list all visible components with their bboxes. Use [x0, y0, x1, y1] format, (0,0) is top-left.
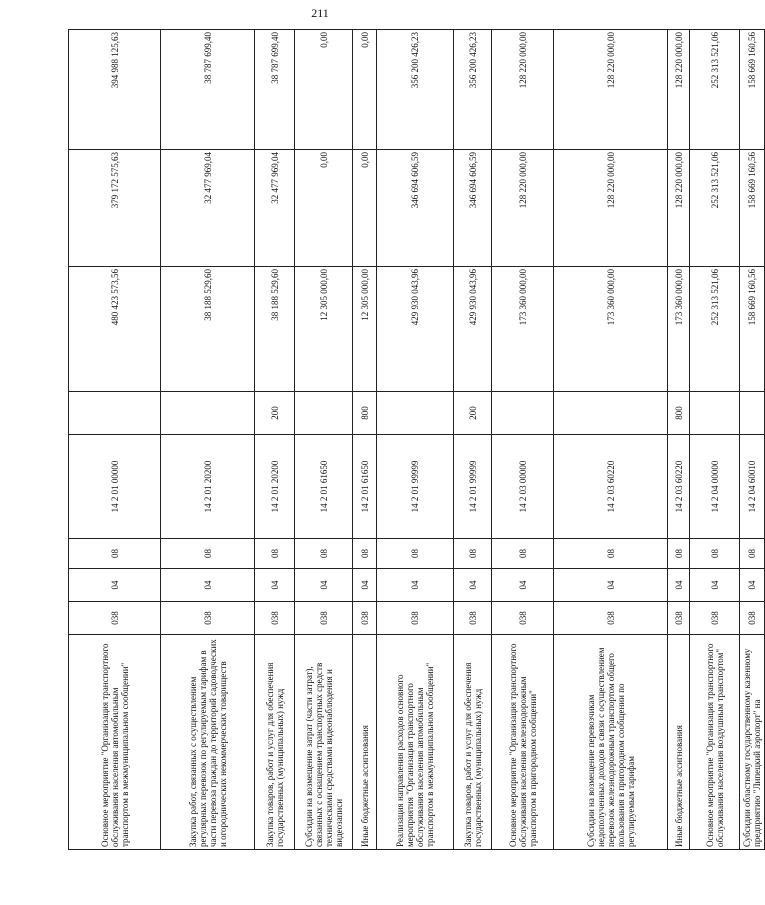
amount-year3-cell: 128 220 000,00: [492, 30, 554, 150]
ministry-code-cell: 038: [69, 602, 161, 635]
target-article-cell: 14 2 01 99999: [377, 435, 454, 539]
table-row: [740, 30, 765, 850]
row-name-cell: Закупка товаров, работ и услуг для обеспечения государственных (муниципальных) нужд: [454, 635, 492, 850]
ministry-code-cell: 038: [377, 602, 454, 635]
amount-year3-cell: 38 787 699,40: [255, 30, 295, 150]
amount-year3-cell: 128 220 000,00: [668, 30, 690, 150]
row-name-cell: Иные бюджетные ассигнования: [353, 635, 377, 850]
amount-year2-cell: 128 220 000,00: [668, 150, 690, 267]
target-article-cell: 14 2 04 60010: [740, 435, 765, 539]
section-code-cell: 04: [353, 569, 377, 602]
subsection-code-cell: 08: [554, 539, 668, 569]
table-row: [454, 30, 492, 850]
amount-year2-cell: 128 220 000,00: [492, 150, 554, 267]
ministry-code-cell: 038: [295, 602, 353, 635]
target-article-cell: 14 2 03 00000: [492, 435, 554, 539]
section-code-cell: 04: [69, 569, 161, 602]
subsection-code-cell: 08: [295, 539, 353, 569]
row-name-cell: Субсидии на возмещение затрат (части затрат), связанных с оснащением транспортных средств техническими средствами видеонаблюдения и видеозаписи: [295, 635, 353, 850]
ministry-code-cell: 038: [668, 602, 690, 635]
subsection-code-cell: 08: [492, 539, 554, 569]
amount-year1-cell: 12 305 000,00: [295, 267, 353, 392]
amount-year2-cell: 252 313 521,06: [690, 150, 740, 267]
ministry-code-cell: 038: [161, 602, 255, 635]
target-article-cell: 14 2 03 60220: [668, 435, 690, 539]
row-name-cell: Закупка товаров, работ и услуг для обеспечения государственных (муниципальных) нужд: [255, 635, 295, 850]
table-row: [690, 30, 740, 850]
expense-type-cell: [377, 392, 454, 435]
amount-year1-cell: 173 360 000,00: [668, 267, 690, 392]
amount-year3-cell: 356 200 426,23: [454, 30, 492, 150]
subsection-code-cell: 08: [353, 539, 377, 569]
budget-table-rotated: [68, 30, 762, 850]
section-code-cell: 04: [492, 569, 554, 602]
table-row: [255, 30, 295, 850]
ministry-code-cell: 038: [740, 602, 765, 635]
expense-type-cell: [69, 392, 161, 435]
amount-year2-cell: 0,00: [353, 150, 377, 267]
amount-year2-cell: 158 669 160,56: [740, 150, 765, 267]
expense-type-cell: 800: [353, 392, 377, 435]
amount-year1-cell: 158 669 160,56: [740, 267, 765, 392]
row-name-cell: Субсидии на возмещение перевозчикам недополученных доходов в связи с осуществлением перевозок железнодорожным транспортом общего пользования в пригородном сообщении по регулируемым тарифам: [554, 635, 668, 850]
amount-year3-cell: 252 313 521,06: [690, 30, 740, 150]
section-code-cell: 04: [255, 569, 295, 602]
target-article-cell: 14 2 01 61650: [353, 435, 377, 539]
amount-year2-cell: 32 477 969,04: [161, 150, 255, 267]
amount-year2-cell: 0,00: [295, 150, 353, 267]
row-name-cell: Субсидии областному государственному казенному предприятию "Липецкий аэропорт" на: [740, 635, 765, 850]
section-code-cell: 04: [668, 569, 690, 602]
amount-year2-cell: 346 694 606,59: [377, 150, 454, 267]
amount-year3-cell: 128 220 000,00: [554, 30, 668, 150]
section-code-cell: 04: [554, 569, 668, 602]
expense-type-cell: 200: [255, 392, 295, 435]
budget-table: [68, 29, 765, 850]
section-code-cell: 04: [377, 569, 454, 602]
ministry-code-cell: 038: [353, 602, 377, 635]
amount-year1-cell: 429 930 043,96: [377, 267, 454, 392]
amount-year1-cell: 252 313 521,06: [690, 267, 740, 392]
amount-year2-cell: 346 694 606,59: [454, 150, 492, 267]
subsection-code-cell: 08: [161, 539, 255, 569]
table-row: [492, 30, 554, 850]
target-article-cell: 14 2 03 60220: [554, 435, 668, 539]
amount-year1-cell: 38 188 529,60: [161, 267, 255, 392]
table-row: [69, 30, 161, 850]
subsection-code-cell: 08: [255, 539, 295, 569]
target-article-cell: 14 2 01 00000: [69, 435, 161, 539]
ministry-code-cell: 038: [454, 602, 492, 635]
amount-year3-cell: 356 200 426,23: [377, 30, 454, 150]
row-name-cell: Иные бюджетные ассигнования: [668, 635, 690, 850]
expense-type-cell: [740, 392, 765, 435]
ministry-code-cell: 038: [554, 602, 668, 635]
row-name-cell: Основное мероприятие "Организация транспортного обслуживания населения воздушным транспортом": [690, 635, 740, 850]
amount-year1-cell: 173 360 000,00: [492, 267, 554, 392]
expense-type-cell: [295, 392, 353, 435]
ministry-code-cell: 038: [690, 602, 740, 635]
section-code-cell: 04: [161, 569, 255, 602]
expense-type-cell: 200: [454, 392, 492, 435]
table-row: [554, 30, 668, 850]
expense-type-cell: [492, 392, 554, 435]
amount-year3-cell: 394 988 125,63: [69, 30, 161, 150]
section-code-cell: 04: [740, 569, 765, 602]
target-article-cell: 14 2 01 20200: [161, 435, 255, 539]
section-code-cell: 04: [690, 569, 740, 602]
amount-year1-cell: 173 360 000,00: [554, 267, 668, 392]
amount-year3-cell: 158 669 160,56: [740, 30, 765, 150]
table-body: [69, 30, 765, 850]
amount-year3-cell: 0,00: [353, 30, 377, 150]
subsection-code-cell: 08: [69, 539, 161, 569]
target-article-cell: 14 2 01 99999: [454, 435, 492, 539]
subsection-code-cell: 08: [668, 539, 690, 569]
amount-year1-cell: 429 930 043,96: [454, 267, 492, 392]
amount-year2-cell: 379 172 575,63: [69, 150, 161, 267]
row-name-cell: Закупка работ, связанных с осуществлением регулярных перевозок по регулируемым тарифам в части перевоза граждан до территорий садоводческих и огороднических некоммерческих товариществ: [161, 635, 255, 850]
row-name-cell: Основное мероприятие "Организация транспортного обслуживания населения железнодорожным транспортом в пригородном сообщении": [492, 635, 554, 850]
amount-year1-cell: 12 305 000,00: [353, 267, 377, 392]
expense-type-cell: 800: [668, 392, 690, 435]
table-row: [668, 30, 690, 850]
ministry-code-cell: 038: [492, 602, 554, 635]
expense-type-cell: [161, 392, 255, 435]
subsection-code-cell: 08: [377, 539, 454, 569]
page-number: 211: [311, 6, 329, 20]
target-article-cell: 14 2 04 00000: [690, 435, 740, 539]
amount-year2-cell: 128 220 000,00: [554, 150, 668, 267]
subsection-code-cell: 08: [740, 539, 765, 569]
amount-year3-cell: 0,00: [295, 30, 353, 150]
row-name-cell: Реализация направления расходов основного мероприятия "Организация транспортного обслуживания населения автомобильным транспортом в межмуниципальном сообщении": [377, 635, 454, 850]
table-row: [377, 30, 454, 850]
subsection-code-cell: 08: [454, 539, 492, 569]
target-article-cell: 14 2 01 20200: [255, 435, 295, 539]
target-article-cell: 14 2 01 61650: [295, 435, 353, 539]
amount-year1-cell: 480 423 573,56: [69, 267, 161, 392]
section-code-cell: 04: [295, 569, 353, 602]
amount-year3-cell: 38 787 699,40: [161, 30, 255, 150]
amount-year2-cell: 32 477 969,04: [255, 150, 295, 267]
table-row: [295, 30, 353, 850]
table-row: [161, 30, 255, 850]
row-name-cell: Основное мероприятие "Организация транспортного обслуживания населения автомобильным транспортом в межмуниципальном сообщении": [69, 635, 161, 850]
expense-type-cell: [554, 392, 668, 435]
table-row: [353, 30, 377, 850]
ministry-code-cell: 038: [255, 602, 295, 635]
expense-type-cell: [690, 392, 740, 435]
section-code-cell: 04: [454, 569, 492, 602]
amount-year1-cell: 38 188 529,60: [255, 267, 295, 392]
subsection-code-cell: 08: [690, 539, 740, 569]
